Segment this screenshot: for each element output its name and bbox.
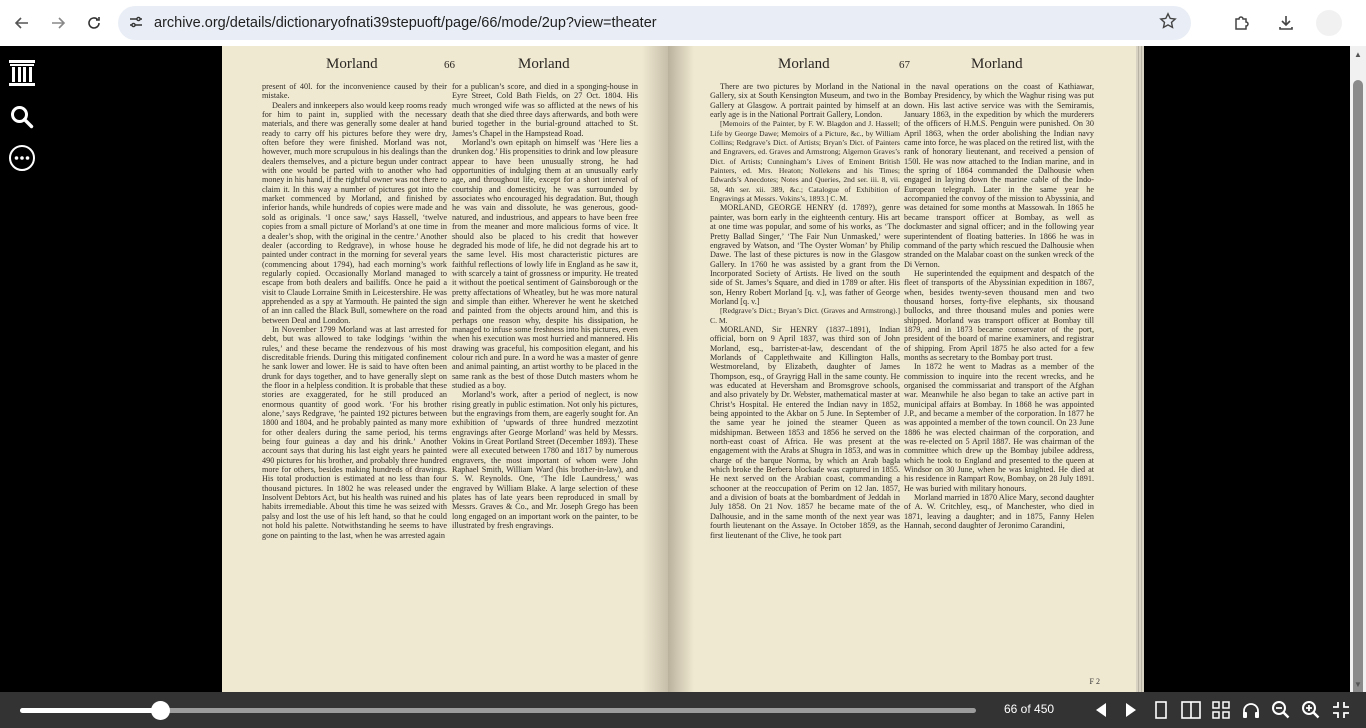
zoom-out-icon[interactable] <box>1269 698 1293 722</box>
paragraph: present of 40l. for the inconvenience caused by their mistake. <box>262 82 447 101</box>
paragraph: In 1872 he went to Madras as a member of the commission to inquire into the recent wrecks, and he organised the commissariat and transport of the Afghan war. Meanwhile he also began to take an active part in municipal affairs at Bombay. In 1868 he was appointed J.P., and became a member of the corporation. In 1877 he was appointed a member of the town council. On 23 June 1886 he was elected chairman of the corporation, and was re-elected on 5 April 1887. He was chairman of the committee which drew up the Bombay jubilee address, which he took to England and presented to the queen at Windsor on 30 June, when he was knighted. He died at his residence in Rampart Row, Bombay, on 28 July 1891. He was buried with military honours. <box>904 362 1094 493</box>
page-slider-handle[interactable] <box>151 701 170 720</box>
book-nav-bar <box>0 692 1366 728</box>
paragraph: [Memoirs of the Painter, by F. W. Blagdon and J. Hassell; Life by George Dawe; Memoirs of a Picture, &c., by William Collins; Redgrave’s Dict. of Artists; Bryan’s Dict. of Painters and Engravers, ed. Graves and Armstrong; Algernon Graves’s Dict. of Artists; Cunningham’s Lives of Eminent British Painters, ed. Mrs. Heaton; Nollekens and his Times; Edwards’s Anecdotes; Notes and Queries, 2nd ser. iii. 8, vii. 58, 4th ser. xii. 389, &c.; Catalogue of Exhibition of Engravings at Messrs. Vokins’s, 1893.] C. M. <box>710 119 900 204</box>
book-page-left[interactable] <box>222 46 668 692</box>
url-text[interactable]: archive.org/details/dictionaryofnati39stepuoft/page/66/mode/2up?view=theater <box>154 15 657 31</box>
running-head-number: 67 <box>899 59 910 71</box>
next-page-icon[interactable] <box>1119 698 1143 722</box>
scroll-down-arrow-icon[interactable]: ▼ <box>1354 679 1362 689</box>
running-head-title: Morland <box>518 56 570 72</box>
page-slider[interactable] <box>20 708 976 713</box>
address-bar[interactable] <box>118 6 1191 40</box>
zoom-in-icon[interactable] <box>1299 698 1323 722</box>
running-head-title: Morland <box>778 56 830 72</box>
book-viewer[interactable] <box>222 46 1144 692</box>
reload-icon[interactable] <box>76 5 112 41</box>
ia-side-toolbar <box>0 46 44 692</box>
profile-avatar[interactable] <box>1316 10 1342 36</box>
internet-archive-logo-icon[interactable] <box>7 58 37 88</box>
book-page-right[interactable] <box>668 46 1136 692</box>
two-page-view-icon[interactable] <box>1179 698 1203 722</box>
text-column-2 <box>904 82 1094 672</box>
arrow-right-icon[interactable] <box>40 5 76 41</box>
more-icon[interactable] <box>7 143 37 173</box>
thumbnail-view-icon[interactable] <box>1209 698 1233 722</box>
browser-toolbar <box>0 0 1366 46</box>
page-slider-fill <box>20 708 160 713</box>
fullscreen-exit-icon[interactable] <box>1329 698 1353 722</box>
page-gutter-shadow <box>642 46 668 692</box>
page-gutter-shadow <box>668 46 694 692</box>
headphones-icon[interactable] <box>1239 698 1263 722</box>
puzzle-icon[interactable] <box>1220 6 1264 40</box>
paragraph: He superintended the equipment and despatch of the fleet of transports of the Abyssinian expedition in 1867, when, besides twenty-seven thousand men and two thousand horses, forty-five elephants, six thousand bullocks, and three thousand mules and ponies were shipped. Morland was transport officer at Bombay till 1879, and in 1873 became conservator of the port, president of the board of marine examiners, and registrar of shipping. From April 1875 he also acted for a few months as secretary to the Bombay port trust. <box>904 268 1094 362</box>
previous-page-icon[interactable] <box>1089 698 1113 722</box>
running-head-title: Morland <box>971 56 1023 72</box>
search-icon[interactable] <box>7 102 37 132</box>
running-head-title: Morland <box>326 56 378 72</box>
scrollbar-thumb[interactable] <box>1353 80 1363 700</box>
paragraph: Morland’s work, after a period of neglect, is now rising greatly in public estimation. Not only his pictures, but the engravings from them, are eagerly sought for. An exhibition of ‘upwards of three hundred mezzotint engravings after George Morland’ was held by Messrs. Vokins in Great Portland Street (December 1893). These were all executed between 1780 and 1817 by numerous engravers, the most important of whom were John Raphael Smith, William Ward (his brother-in-law), and S. W. Reynolds. One, ‘The Idle Laundress,’ was engraved by William Blake. A large selection of these plates has of late years been reproduced in small by Messrs. Graves & Co., and Mr. Joseph Grego has been long engaged on an important work on the painter, to be illustrated by fresh engravings. <box>452 390 638 531</box>
page-indicator: 66 of 450 <box>1004 702 1055 716</box>
download-icon[interactable] <box>1264 6 1308 40</box>
page-stack-edge <box>1136 46 1144 692</box>
star-icon[interactable] <box>1159 12 1177 35</box>
signature-mark: F 2 <box>1089 677 1100 686</box>
paragraph: Dealers and innkeepers also would keep rooms ready for him to paint in, supplied with the necessary materials, and there was generally some dealer at hand ready to carry off his pictures before they were dry, often before they were finished. Morland was not, however, much more scrupulous in his dealings than the dealers themselves, and a picture begun under contract with one would be parted with to another who had money in his hand, if the rightful owner was not there to claim it. In this way a number of pictures got into the market commenced by Morland, and finished by inferior hands, while hundreds of copies were made and sold as originals. ‘I once saw,’ says Hassell, ‘twelve copies from a small picture of Morland’s at one time in a dealer’s shop, with the original in the centre.’ Another dealer (according to Redgrave), in whose house he painted under contract in the morning for several years (commencing about 1794), had each morning’s work regularly copied. Occasionally Morland managed to escape from both dealers and bailiffs. Once he paid a visit to Claude Lorraine Smith in Leicestershire. He was apprehended as a spy at Yarmouth. He painted the sign of an inn called the Black Bull, somewhere on the road between Deal and London. <box>262 100 447 325</box>
text-column-2 <box>452 82 638 682</box>
paragraph: for a publican’s score, and died in a sponging-house in Eyre Street, Cold Bath Fields, on 27 Oct. 1804. His much wronged wife was so afflicted at the news of his death that she died three days afterwards, and both were buried together in the burial-ground attached to St. James’s Chapel in the Hampstead Road. <box>452 82 638 138</box>
paragraph: [Redgrave’s Dict.; Bryan’s Dict. (Graves and Armstrong).] C. M. <box>710 306 900 325</box>
paragraph: Morland’s own epitaph on himself was ‘Here lies a drunken dog.’ His propensities to drink and low pleasure appear to have been unusually strong, he had opportunities of indulging them at an unusually early age, and throughout life, except for a short interval of courtship and domesticity, he was surrounded by associates who encouraged his degradation. But, though he was vain and dissolute, he was generous, good-natured, and industrious, and appears to have been free from the meaner and more malicious forms of vice. It should also be placed to his credit that however degraded his mode of life, he did not degrade his art to the same level. His most characteristic pictures are faithful reflections of lowly life in England as he saw it, with scarcely a taint of grossness or impurity. He treated it without the poetical sentiment of Gainsborough or the pretty affectations of Wheatley, but he was more natural and simple than either. Wherever he went he sketched and painted from the objects around him, and this is perhaps one reason why, despite his dissipation, he managed to infuse some freshness into his pictures, even when his execution was most hurried and mannered. His drawing was graceful, his composition elegant, and his colour rich and pure. In a word he was a master of genre and animal painting, an artist worthy to be placed in the same rank as the best of those Dutch masters whom he studied as a boy. <box>452 138 638 390</box>
paragraph: MORLAND, GEORGE HENRY (d. 1789?), genre painter, was born early in the eighteenth century. His art at one time was popular, and some of his works, as ‘The Pretty Ballad Singer,’ ‘The Fair Nun Unmasked,’ were engraved by Watson, and ‘The Oyster Woman’ by Philip Dawe. The last of these pictures is now in the Glasgow Gallery. In 1760 he was assisted by a grant from the Incorporated Society of Artists. He lived on the south side of St. James’s Square, and died in 1789 or after. His son, Henry Robert Morland [q. v.], was father of George Morland [q. v.] <box>710 203 900 306</box>
paragraph: MORLAND, Sir HENRY (1837–1891), Indian official, born on 9 April 1837, was third son of John Morland, esq., barrister-at-law, descendant of the Morlands of Capplethwaite and Killington Halls, Westmoreland, by Elizabeth, daughter of James Thompson, esq., of Grayrigg Hall in the same county. He was educated at Heversham and Bromsgrove schools, and also privately by Dr. Webster, mathematical master at Christ’s Hospital. He entered the Indian navy in 1852, being appointed to the Akbar on 5 June. In September of the same year he joined the steamer Queen as midshipman. Between 1853 and 1856 he served on the north-east coast of Africa. He was present at the engagement with the Arabs at Shugra in 1853, and was in charge of the barque Norma, by which an Arab bagla which broke the Berbera blockade was captured in 1855. He next served on the Arabian coast, commanding a schooner at the reoccupation of Perim on 12 Jan. 1857, and a division of boats at the bombardment of Jeddah in July 1858. On 21 Nov. 1857 he became mate of the Dalhousie, and in the same month of the next year was fourth lieutenant on the Assaye. In October 1859, as the first lieutenant of the Clive, he took part <box>710 324 900 540</box>
running-head-number: 66 <box>444 59 455 71</box>
one-page-view-icon[interactable] <box>1149 698 1173 722</box>
page-scrollbar[interactable] <box>1350 46 1366 692</box>
paragraph: There are two pictures by Morland in the National Gallery, six at South Kensington Museum, and two in the Gallery at Glasgow. A portrait painted by himself at an early age is in the National Portrait Gallery, London. <box>710 82 900 120</box>
arrow-left-icon[interactable] <box>4 5 40 41</box>
paragraph: In November 1799 Morland was at last arrested for debt, but was allowed to take lodgings ‘within the rules,’ and these became the rendezvous of his most discreditable friends. During this mitigated confinement he sank lower and lower. He is said to have often been drunk for days together, and to have generally slept on the floor in a helpless condition. It is probable that these stories are exaggerated, for he still produced an enormous quantity of good work. ‘For his brother alone,’ says Redgrave, ‘he painted 192 pictures between 1800 and 1804, and he probably painted as many more for other dealers during the same period, his terms being four guineas a day and his drink.’ Another account says that during his last eight years he painted 490 pictures for his brother, and probably three hundred more for others, besides making hundreds of drawings. His total production is estimated at no less than four thousand pictures. In 1802 he was released under the Insolvent Debtors Act, but his health was ruined and his habits irremediable. About this time he was seized with palsy and lost the use of his left hand, so that he could not hold his palette. Notwithstanding he seems to have gone on painting to the last, when he was arrested again <box>262 324 447 540</box>
text-column-1 <box>710 82 900 682</box>
scroll-up-arrow-icon[interactable]: ▲ <box>1354 49 1362 59</box>
paragraph: in the naval operations on the coast of Kathiawar, Bombay Presidency, by which the Waghur rising was put down. His last active service was with the Semiramis, January 1863, in the expedition by which the murderers of the officers of H.M.S. Penguin were punished. On 30 April 1863, when the order abolishing the Indian navy came into force, he was placed on the retired list, with the rank of honorary lieutenant, and received a pension of 150l. He was now attached to the Indian marine, and in the spring of 1864 commanded the Dalhousie when engaged in laying down the marine cable of the Indo-European telegraph. Later in the same year he accompanied the convoy of the mission to Abyssinia, and was detained for some months at Massowah. In 1865 he became transport officer at Bombay, as well as dockmaster and signal officer; and in the following year superintendent of floating batteries. In 1866 he was in command of the party which rescued the Dalhousie when stranded on the Malabar coast on the sunken wreck of the Di Vernon. <box>904 82 1094 269</box>
paragraph: Morland married in 1870 Alice Mary, second daughter of A. W. Critchley, esq., of Manchester, who died in 1871, leaving a daughter; and in 1875, Fanny Helen Hannah, second daughter of Jeronimo Carandini, <box>904 493 1094 531</box>
tune-icon[interactable] <box>118 15 154 32</box>
text-column-1 <box>262 82 447 682</box>
